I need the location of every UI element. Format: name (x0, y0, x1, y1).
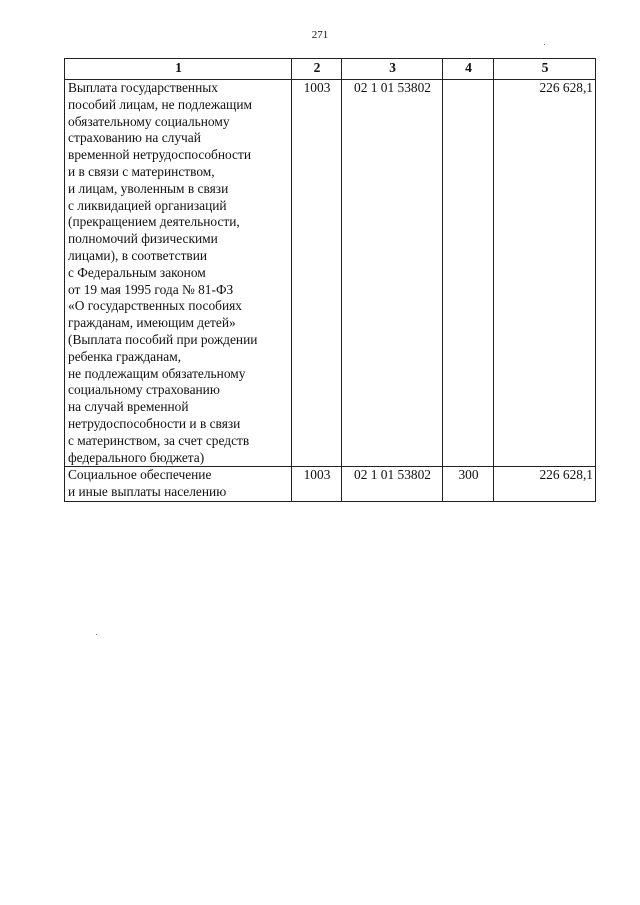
target-article-cell: 02 1 01 53802 (342, 80, 443, 467)
column-header: 1 (65, 59, 292, 80)
target-article-cell: 02 1 01 53802 (342, 467, 443, 502)
section-cell: 1003 (292, 80, 342, 467)
column-header: 4 (443, 59, 494, 80)
column-header: 5 (494, 59, 596, 80)
budget-table (64, 58, 596, 502)
amount-cell: 226 628,1 (494, 80, 596, 467)
column-header: 3 (342, 59, 443, 80)
scan-speck (96, 634, 97, 635)
page-number: 271 (311, 29, 329, 41)
table-row (65, 467, 596, 502)
row-name-cell: Социальное обеспечение и иные выплаты населению (65, 467, 292, 502)
table-row (65, 80, 596, 467)
row-name-cell: Выплата государственных пособий лицам, не подлежащим обязательному социальному страхованию на случай временной нетрудоспособности и в связи с материнством, и лицам, уволенным в связи с ликвидацией организаций (прекращением деятельности, полномочий физическими лицами), в соответствии с Федеральным законом от 19 мая 1995 года № 81-ФЗ «О государственных пособиях гражданам, имеющим детей» (Выплата пособий при рождении ребенка гражданам, не подлежащим обязательному социальному страхованию на случай временной нетрудоспособности и в связи с материнством, за счет средств федерального бюджета) (65, 80, 292, 467)
expense-type-cell: 300 (443, 467, 494, 502)
amount-cell: 226 628,1 (494, 467, 596, 502)
expense-type-cell (443, 80, 494, 467)
column-header: 2 (292, 59, 342, 80)
section-cell: 1003 (292, 467, 342, 502)
table-header-row (65, 59, 596, 80)
scan-speck (544, 44, 545, 45)
